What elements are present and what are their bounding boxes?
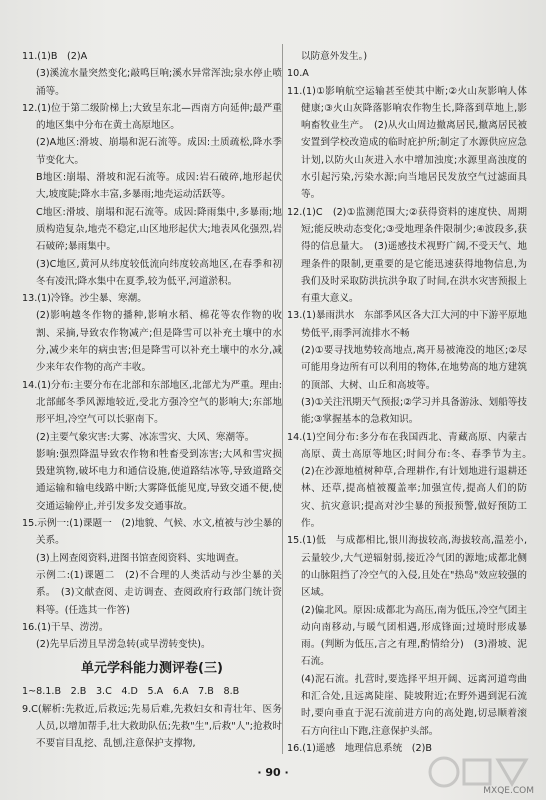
answer-paragraph: (4)泥石流。扎营时,要选择平坦开阔、远离河道弯曲和汇合处,且远离陡崖、陡坡附近;在野外遇到泥石流时,要向垂直于泥石流前进方向的高处跑,切忌顺着滚石方向往山下跑,注意保护头部。 bbox=[301, 673, 527, 737]
answer-paragraph: (2)A地区:滑坡、崩塌和泥石流等。成因:土质疏松,降水季节变化大。 bbox=[36, 137, 282, 166]
answer-paragraph: (3)上网查阅资料,进图书馆查阅资料、实地调查。 bbox=[36, 552, 245, 564]
answer-paragraph: 12.(1)位于第二级阶梯上;大致呈东北—西南方向延伸;最严重的地区集中分布在黄土高原地区。 bbox=[22, 102, 282, 132]
answer-paragraph: (3)C地区,黄河从纬度较低流向纬度较高地区,在春季和初冬有凌汛;降水集中在夏季,较为低平,河道淤积。 bbox=[36, 258, 282, 287]
answer-paragraph: 示例二:(1)课题二 (2)不合理的人类活动与沙尘暴的关系。 (3)文献查阅、走访调查、查阅政府行政部门统计资料等。(任选其一作答) bbox=[36, 569, 282, 616]
answer-paragraph: 16.(1)遥感 地理信息系统 (2)B bbox=[287, 742, 432, 754]
column-divider bbox=[282, 44, 283, 754]
answer-paragraph: 9.C(解析:先救近,后救远;先易后难,先救妇女和青壮年、医务人员,以增加帮手,壮大救助队伍;先救"生",后救"人";抢救时不要盲目乱挖、乱刨,注意保护支撑物, bbox=[22, 703, 282, 750]
answer-paragraph: 16.(1)干旱、涝涝。 bbox=[22, 621, 109, 633]
answer-paragraph: 11.(1)B (2)A bbox=[22, 51, 88, 62]
watermark-text: MXQE.COM bbox=[483, 786, 534, 796]
right-column bbox=[287, 48, 537, 757]
answer-paragraph: 13.(1)暴雨洪水 东部季风区各大江大河的中下游平原地势低平,雨季河流排水不畅 bbox=[287, 310, 527, 339]
left-column bbox=[22, 48, 282, 753]
answer-paragraph: (2)偏北风。原因:成都北为高压,南为低压,冷空气团主动向南移动,与暖气团相遇,形成锋面;过境时形成暴雨。(判断为低压,言之有理,酌情给分) (3)滑坡、泥石流。 bbox=[301, 604, 527, 668]
answer-paragraph: 1~8.1.B 2.B 3.C 4.D 5.A 6.A 7.B 8.B bbox=[22, 686, 240, 698]
answer-paragraph: (3)溪流水量突然变化;敲鸣巨响;溪水异常浑浊;泉水停止喷涌等。 bbox=[36, 68, 282, 97]
answer-paragraph: 15.示例一:(1)课题一 (2)地貌、气候、水文,植被与沙尘暴的关系。 bbox=[22, 518, 282, 547]
answer-paragraph: (3)①关注汛期天气预报;②学习并具备游泳、划船等技能;③掌握基本的急救知识。 bbox=[301, 396, 527, 426]
section-title: 单元学科能力测评卷(三) bbox=[81, 661, 223, 677]
page-number: · 90 · bbox=[257, 766, 289, 779]
answer-paragraph: 10.A bbox=[287, 68, 309, 80]
answer-paragraph: B地区:崩塌、滑坡和泥石流等。成因:岩石破碎,地形起伏大,坡度陡;降水丰富,多暴雨;地壳运动活跃等。 bbox=[36, 172, 282, 201]
answer-paragraph: 14.(1)分布:主要分布在北部和东部地区,北部尤为严重。理由:北部邮冬季风源地较近,受北方强冷空气的影响大;东部地形平坦,冷空气可以长驱南下。 bbox=[22, 379, 282, 426]
answer-paragraph: (2)影响越冬作物的播种,影响水稻、棉花等农作物的收割、采摘,导致农作物减产;但是降雪可以补充土壤中的水分,减少来年的病虫害;但是降雪可以补充土壤中的水分,减少来年农作物的高产丰收。 bbox=[36, 310, 282, 374]
answer-paragraph: 13.(1)冷锋。沙尘暴、寒潮。 bbox=[22, 293, 147, 305]
answer-paragraph: 11.(1)①影响航空运输甚至使其中断;②火山灰影响人体健康;③火山灰降落影响农作物生长,降落到草地上,影响畜牧业生产。 (2)从火山周边撤离居民,撤离居民被安置到学校改造成的临时庇护所;制定了水源供应应急计划,以防火山灰进入水中增加浊度;水源里高浊度的水引起污染,污染水源;向当地居民发放空气过滤面具等。 bbox=[287, 85, 527, 201]
answer-paragraph: 影响:强烈降温导致农作物和牲畜受到冻害;大风和雪灾损毁建筑物,破坏电力和通信设施,使道路结冰等,导致道路交通运输和输电线路中断;大雾降低能见度,导致交通不便,使交通运输停止,并引发多发交通事故。 bbox=[36, 448, 282, 512]
answer-paragraph: 15.(1)低 与成都相比,银川海拔较高,海拔较高,温差小,云量较少,大气逆辐射弱,接近冷气团的源地;成都北侧的山脉阻挡了冷空气的入侵,且处在"热岛"效应较强的区域。 bbox=[287, 535, 527, 599]
answer-paragraph: (2)①要寻找地势较高地点,离开易被淹没的地区;②尽可能用身边所有可以利用的物体,在地势高的地方建筑的顶部、大树、山丘和高坡等。 bbox=[301, 345, 527, 391]
answer-paragraph: 12.(1)C (2)①监测范围大;②获得资料的速度快、周期短;能反映动态变化;③受地理条件限制少;④波段多,获得的信息量大。 (3)遥感技术视野广阔,不受天气、地理条件的限制,更重要的是它能迅速获得地物信息,为我们及时采取防洪抗洪争取了时间,在洪水灾害预报上有重大意义。 bbox=[287, 206, 527, 305]
answer-paragraph: 以防意外发生。) bbox=[301, 51, 368, 62]
answer-paragraph: C地区:滑坡、崩塌和泥石流等。成因:降雨集中,多暴雨;地质构造复杂,地壳不稳定,山区地形起伏大;地表风化强烈,岩石破碎;暴雨集中。 bbox=[36, 206, 282, 253]
answer-paragraph: (2)先旱后涝且旱涝急转(或旱涝转变快)。 bbox=[36, 639, 211, 651]
answer-paragraph: 14.(1)空间分布:多分布在我国西北、青藏高原、内蒙古高原、黄土高原等地区;时间分布:冬、春季节为主。 (2)在沙源地植树种草,合理耕作,有计划地进行退耕还林、还草,提高植被覆盖率;加强宣传,提高人们的防灾、抗灾意识;提高对沙尘暴的预报预警,做好预防工作。 bbox=[287, 431, 537, 530]
answer-paragraph: (2)主要气象灾害:大雾、冰冻雪灾、大风、寒潮等。 bbox=[36, 431, 255, 443]
